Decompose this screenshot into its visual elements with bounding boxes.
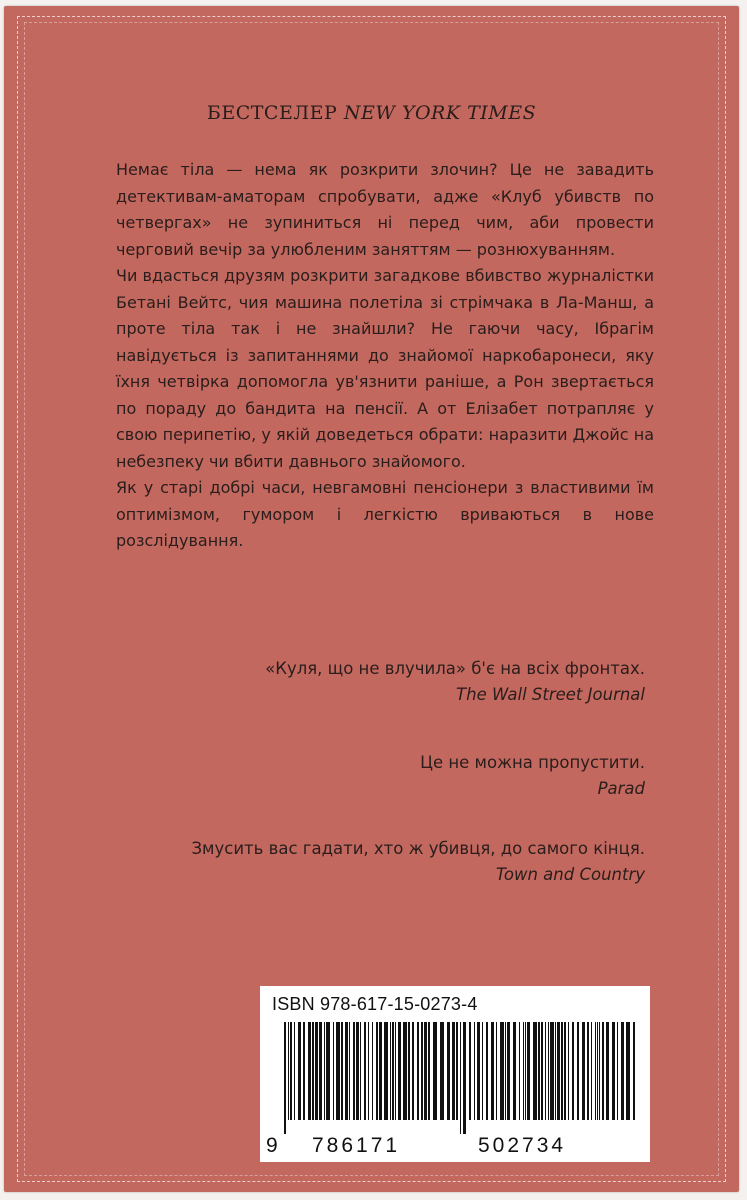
- barcode-bars: [282, 1022, 642, 1134]
- barcode-bar: [341, 1022, 343, 1120]
- barcode-bar: [474, 1022, 475, 1120]
- quote-text: «Куля, що не влучила» б'є на всіх фронтах.: [265, 659, 645, 678]
- barcode-bar: [372, 1022, 373, 1120]
- barcode-bar: [440, 1022, 444, 1120]
- barcode-bar: [333, 1022, 334, 1120]
- barcode-bar: [345, 1022, 348, 1120]
- barcode-bar: [602, 1022, 604, 1120]
- barcode-digit-first: 9: [266, 1134, 278, 1157]
- review-quote: [265, 656, 645, 708]
- barcode-bar: [469, 1022, 471, 1120]
- headline-newspaper: NEW YORK TIMES: [343, 102, 537, 124]
- barcode-digits: [264, 1134, 644, 1158]
- bestseller-headline: [4, 102, 739, 124]
- description-paragraph: Немає тіла — нема як розкрити злочин? Це не завадить детективам-аматорам спробувати, адже «Клуб убивств по четвергах» не зупиниться ні перед чим, аби провести черговий вечір за улюбленим заняттям — рознюхуванням.: [116, 160, 654, 259]
- barcode-bar: [384, 1022, 388, 1120]
- barcode-bar: [428, 1022, 430, 1120]
- barcode-bar: [447, 1022, 450, 1120]
- barcode-bar: [353, 1022, 355, 1120]
- book-description: [116, 157, 654, 555]
- barcode-bar: [433, 1022, 437, 1120]
- barcode-bar: [555, 1022, 556, 1120]
- barcode-bar: [523, 1022, 524, 1120]
- barcode-bar: [606, 1022, 609, 1120]
- barcode-bar: [290, 1022, 292, 1120]
- barcode-bar: [324, 1022, 325, 1120]
- description-paragraph: Як у старі добрі часи, невгамовні пенсіонери з властивими їм оптимізмом, гумором і легкістю вриваються в нове розслідування.: [116, 478, 654, 550]
- barcode-bar: [599, 1022, 600, 1120]
- barcode-bar: [482, 1022, 483, 1120]
- barcode-bar: [541, 1022, 543, 1120]
- barcode-bar: [403, 1022, 407, 1120]
- barcode-bar: [456, 1022, 458, 1120]
- barcode-bar: [319, 1022, 322, 1120]
- description-paragraph: Чи вдасться друзям розкрити загадкове вбивство журналістки Бетані Вейтс, чия машина полетіла зі стрімчака в Ла-Манш, а проте тіла так і не знайшли? Не гаючи часу, Ібрагім навідується із запитаннями до знайомої наркобаронеси, яку їхня четвірка допомогла ув'язнити раніше, а Рон звертається по пораду до бандита на пенсії. А от Елізабет потрапляє у свою перипетію, у якій доведеться обрати: наразити Джойс на небезпеку чи вбити давнього знайомого.: [116, 266, 654, 471]
- quote-source: The Wall Street Journal: [456, 685, 645, 704]
- barcode-bar: [364, 1022, 366, 1120]
- barcode-bar: [398, 1022, 401, 1120]
- quote-text: Це не можна пропустити.: [420, 753, 645, 772]
- quote-source: Town and Country: [495, 865, 645, 884]
- barcode-bar: [392, 1022, 394, 1120]
- barcode-bar: [561, 1022, 563, 1120]
- barcode-bar: [513, 1022, 516, 1120]
- barcode-bar: [424, 1022, 427, 1120]
- barcode-bar: [298, 1022, 301, 1120]
- barcode-bar: [477, 1022, 480, 1120]
- barcode-bar: [303, 1022, 305, 1120]
- barcode-bar: [595, 1022, 596, 1120]
- barcode-bar: [356, 1022, 359, 1120]
- barcode-bar: [507, 1022, 510, 1120]
- barcode-bar: [379, 1022, 382, 1120]
- barcode-bar: [505, 1022, 506, 1120]
- book-back-cover: [4, 6, 739, 1192]
- barcode-bar: [568, 1022, 569, 1120]
- barcode-bar: [460, 1022, 461, 1134]
- barcode-bar: [538, 1022, 540, 1120]
- barcode-bar: [612, 1022, 615, 1120]
- barcode-bar: [491, 1022, 494, 1120]
- barcode-bar: [550, 1022, 554, 1120]
- barcode-bar: [633, 1022, 635, 1120]
- barcode-bar: [496, 1022, 497, 1120]
- isbn-label: ISBN 978-617-15-0273-4: [272, 994, 478, 1014]
- barcode-bar: [390, 1022, 391, 1120]
- barcode-bar: [525, 1022, 526, 1120]
- barcode-bar: [315, 1022, 318, 1120]
- barcode-bar: [360, 1022, 361, 1120]
- barcode-bar: [376, 1022, 378, 1120]
- barcode-bar: [564, 1022, 566, 1120]
- barcode-bar: [408, 1022, 410, 1120]
- barcode-bar: [548, 1022, 549, 1120]
- barcode-bar: [557, 1022, 560, 1120]
- barcode-bar: [572, 1022, 574, 1120]
- barcode-bar: [587, 1022, 589, 1120]
- barcode-bar: [577, 1022, 579, 1120]
- barcode-bar: [617, 1022, 618, 1120]
- review-quote: [420, 750, 645, 802]
- barcode-bar: [421, 1022, 423, 1120]
- barcode-bar: [288, 1022, 289, 1120]
- barcode-bar: [349, 1022, 350, 1120]
- quote-text: Змусить вас гадати, хто ж убивця, до самого кінця.: [191, 839, 645, 858]
- barcode-bar: [582, 1022, 585, 1120]
- barcode-bar: [621, 1022, 624, 1120]
- quote-source: Parad: [597, 779, 645, 798]
- barcode-bar: [597, 1022, 598, 1120]
- barcode-bar: [312, 1022, 314, 1120]
- barcode-bar: [452, 1022, 455, 1120]
- barcode-bar: [591, 1022, 592, 1120]
- barcode-bar: [395, 1022, 396, 1120]
- barcode-bar: [500, 1022, 504, 1120]
- barcode-bar: [486, 1022, 488, 1120]
- review-quote: [191, 836, 645, 888]
- barcode-bar: [463, 1022, 466, 1134]
- barcode-bar: [545, 1022, 546, 1120]
- barcode-bar: [533, 1022, 537, 1120]
- barcode-bar: [284, 1022, 286, 1134]
- barcode-bar: [326, 1022, 330, 1120]
- barcode-bar: [308, 1022, 311, 1120]
- barcode-bar: [519, 1022, 520, 1120]
- barcode-bar: [294, 1022, 295, 1120]
- headline-prefix: БЕСТСЕЛЕР: [206, 102, 338, 124]
- barcode-bar: [527, 1022, 530, 1120]
- barcode-bar: [336, 1022, 340, 1120]
- barcode-bar: [626, 1022, 630, 1120]
- barcode-bar: [417, 1022, 419, 1120]
- barcode-bar: [368, 1022, 369, 1120]
- barcode-bar: [412, 1022, 414, 1120]
- barcode-digits-left: 786171: [312, 1134, 401, 1157]
- isbn-barcode: [260, 986, 650, 1162]
- barcode-digits-right: 502734: [478, 1134, 567, 1157]
